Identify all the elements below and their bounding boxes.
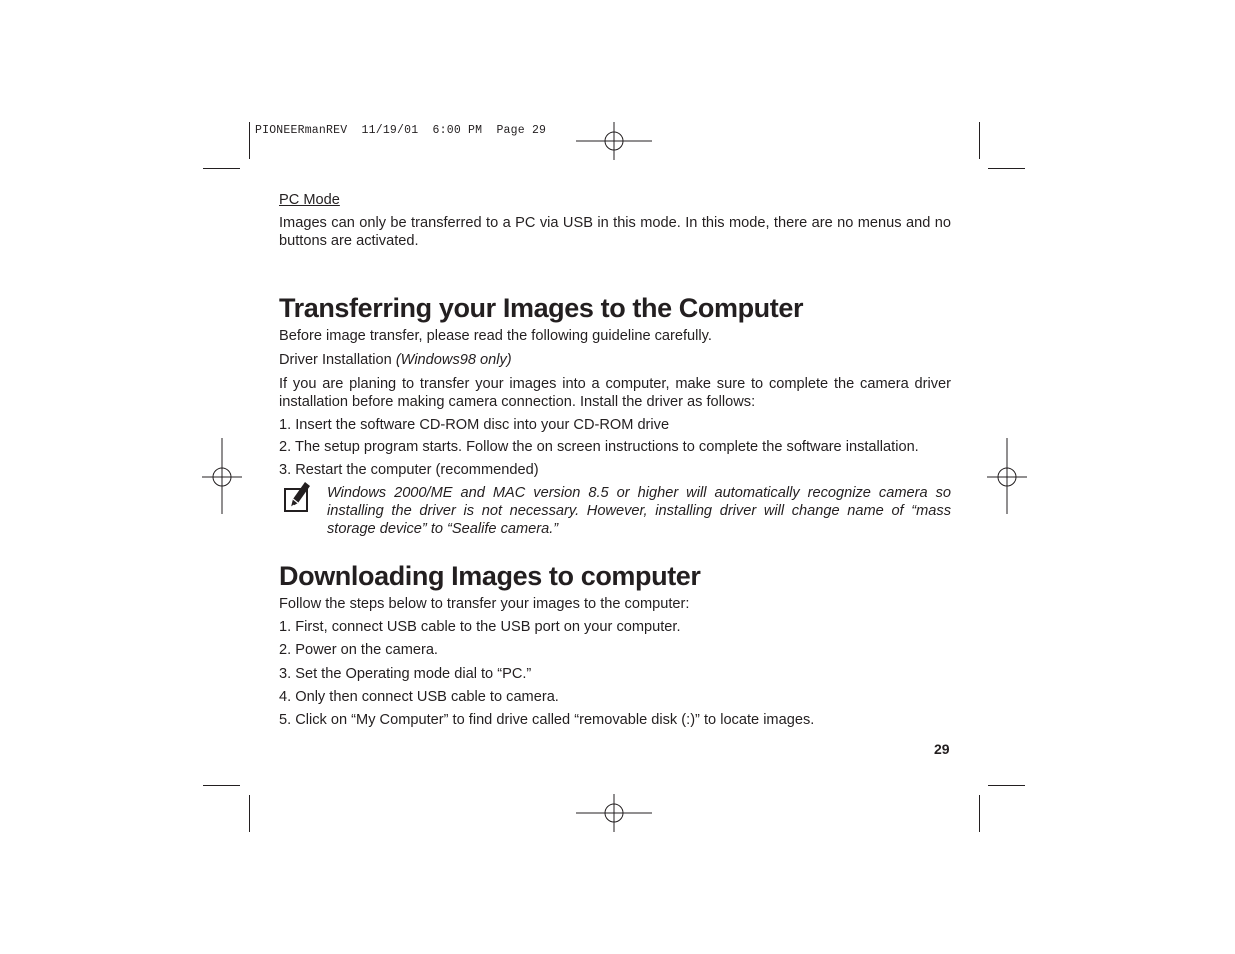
note-text: Windows 2000/ME and MAC version 8.5 or higher will automatically recognize camera so installing the driver is not necessary. However, installing driver will change name of “mass storage device” to “Sealife camera.” bbox=[327, 485, 951, 537]
crop-mark-top-left-vertical bbox=[249, 122, 250, 159]
crop-mark-bottom-left-horizontal bbox=[203, 785, 240, 786]
pc-mode-body: Images can only be transferred to a PC via USB in this mode. In this mode, there are no menus and no buttons are activated. bbox=[279, 215, 951, 249]
registration-mark-left-icon bbox=[202, 438, 244, 516]
registration-mark-bottom-icon bbox=[576, 794, 654, 836]
slug-line: PIONEERmanREV 11/19/01 6:00 PM Page 29 bbox=[255, 124, 547, 137]
crop-mark-bottom-left-vertical bbox=[249, 795, 250, 832]
transfer-step-1: 1. Insert the software CD-ROM disc into your CD-ROM drive bbox=[279, 417, 670, 433]
download-step-1: 1. First, connect USB cable to the USB port on your computer. bbox=[279, 619, 681, 635]
download-intro: Follow the steps below to transfer your images to the computer: bbox=[279, 596, 690, 612]
driver-body: If you are planing to transfer your images into a computer, make sure to complete the camera driver installation before making camera connection. Install the driver as follows: bbox=[279, 376, 951, 410]
transfer-section-title: Transferring your Images to the Computer bbox=[279, 293, 804, 323]
registration-mark-right-icon bbox=[987, 438, 1029, 516]
driver-os-note: (Windows98 only) bbox=[395, 352, 512, 368]
crop-mark-bottom-right-horizontal bbox=[988, 785, 1025, 786]
note-pencil-icon bbox=[281, 479, 313, 515]
download-step-2: 2. Power on the camera. bbox=[279, 642, 438, 658]
note-block bbox=[279, 484, 951, 538]
download-step-3: 3. Set the Operating mode dial to “PC.” bbox=[279, 666, 532, 682]
registration-mark-top-icon bbox=[576, 120, 654, 162]
download-step-4: 4. Only then connect USB cable to camera. bbox=[279, 689, 559, 705]
crop-mark-top-right-horizontal bbox=[988, 168, 1025, 169]
driver-installation-line bbox=[279, 351, 951, 369]
crop-mark-bottom-right-vertical bbox=[979, 795, 980, 832]
transfer-intro: Before image transfer, please read the following guideline carefully. bbox=[279, 328, 712, 344]
transfer-step-2: 2. The setup program starts. Follow the on screen instructions to complete the software installation. bbox=[279, 439, 919, 455]
driver-installation-label: Driver Installation bbox=[279, 352, 392, 368]
transfer-step-3: 3. Restart the computer (recommended) bbox=[279, 462, 539, 478]
download-section-title: Downloading Images to computer bbox=[279, 561, 701, 591]
page-content bbox=[279, 190, 951, 729]
crop-mark-top-left-horizontal bbox=[203, 168, 240, 169]
page-number: 29 bbox=[934, 741, 950, 757]
crop-mark-top-right-vertical bbox=[979, 122, 980, 159]
pc-mode-heading: PC Mode bbox=[279, 192, 340, 208]
download-step-5: 5. Click on “My Computer” to find drive called “removable disk (:)” to locate images. bbox=[279, 712, 815, 728]
